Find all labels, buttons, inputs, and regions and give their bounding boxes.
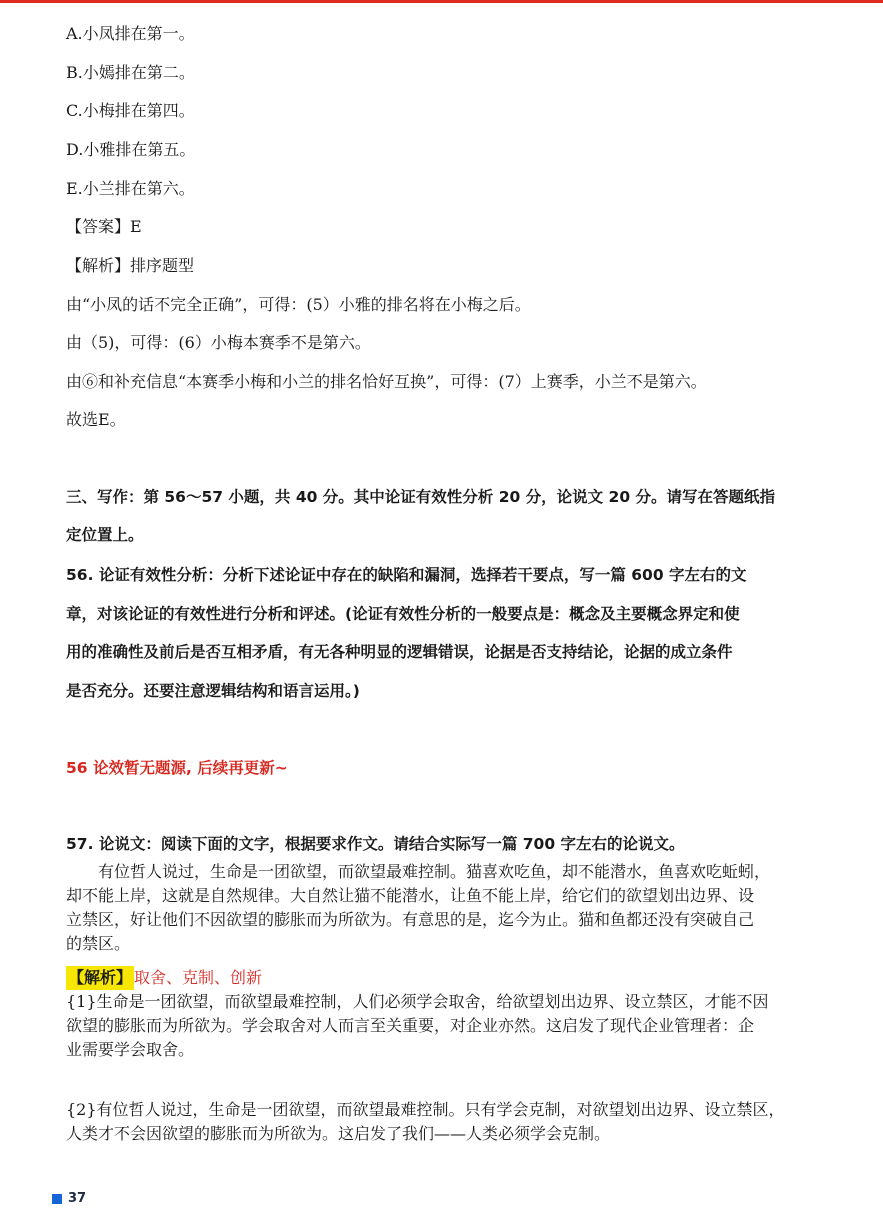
analysis-line-2: 由（5)，可得：(6）小梅本赛季不是第六。 [66,333,371,352]
q56-line-3: 用的准确性及前后是否互相矛盾，有无各种明显的逻辑错误，论据是否支持结论，论据的成立条件 [66,643,733,661]
q56-line-2: 章，对该论证的有效性进行分析和评述。(论证有效性分析的一般要点是：概念及主要概念界定和使 [66,605,740,623]
point2-line-1: {2}有位哲人说过，生命是一团欲望，而欲望最难控制。只有学会克制，对欲望划出边界、设立禁区， [66,1100,785,1119]
q57-passage-line-3: 立禁区，好让他们不因欲望的膨胀而为所欲为。有意思的是，迄今为止。猫和鱼都还没有突破自己 [66,910,755,929]
point2-line-2: 人类才不会因欲望的膨胀而为所欲为。这启发了我们——人类必须学会克制。 [66,1124,611,1143]
point1-line-1: {1}生命是一团欲望，而欲望最难控制，人们必须学会取舍，给欲望划出边界、设立禁区，才能不因 [66,992,769,1011]
analysis-keywords: 取舍、克制、创新 [134,968,263,987]
analysis-line-3: 由⑥和补充信息“本赛季小梅和小兰的排名恰好互换”，可得：(7）上赛季，小兰不是第六。 [66,372,707,391]
analysis-highlight-label: 【解析】 [66,966,134,990]
option-c: C.小梅排在第四。 [66,101,195,120]
analysis-line-1: 由“小凤的话不完全正确”，可得：(5）小雅的排名将在小梅之后。 [66,295,531,314]
answer-line: 【答案】E [66,217,142,236]
q57-point-1 [66,990,769,1062]
q57-title: 57. 论说文：阅读下面的文字，根据要求作文。请结合实际写一篇 700 字左右的论说文。 [66,835,685,853]
top-red-rule [0,0,883,3]
q57-passage-line-2: 却不能上岸，这就是自然规律。大自然让猫不能潜水，让鱼不能上岸，给它们的欲望划出边界、设 [66,886,755,905]
option-b: B.小嫣排在第二。 [66,63,195,82]
page-marker-square [52,1194,62,1204]
q56-line-4: 是否充分。还要注意逻辑结构和语言运用。) [66,682,360,700]
point1-line-3: 业需要学会取舍。 [66,1040,195,1059]
option-e: E.小兰排在第六。 [66,179,195,198]
q56-line-1: 56. 论证有效性分析：分析下述论证中存在的缺陷和漏洞，选择若干要点，写一篇 600 字左右的文 [66,566,747,584]
q57-analysis-heading [66,966,262,990]
analysis-conclusion: 故选E。 [66,410,126,429]
point1-line-2: 欲望的膨胀而为所欲为。学会取舍对人而言至关重要，对企业亦然。这启发了现代企业管理者：企 [66,1016,755,1035]
section3-line-2: 定位置上。 [66,526,144,544]
q57-passage [66,860,770,956]
q57-passage-line-4: 的禁区。 [66,934,131,953]
q56-source-note: 56 论效暂无题源, 后续再更新~ [66,759,288,777]
analysis-title: 【解析】排序题型 [66,256,195,275]
q57-passage-line-1: 有位哲人说过，生命是一团欲望，而欲望最难控制。猫喜欢吃鱼，却不能潜水，鱼喜欢吃蚯蚓， [98,862,771,881]
q57-point-2 [66,1098,785,1146]
page-number: 37 [68,1191,87,1206]
section3-line-1: 三、写作：第 56～57 小题，共 40 分。其中论证有效性分析 20 分，论说文 20 分。请写在答题纸指 [66,488,776,506]
option-a: A.小凤排在第一。 [66,24,195,43]
option-d: D.小雅排在第五。 [66,140,196,159]
